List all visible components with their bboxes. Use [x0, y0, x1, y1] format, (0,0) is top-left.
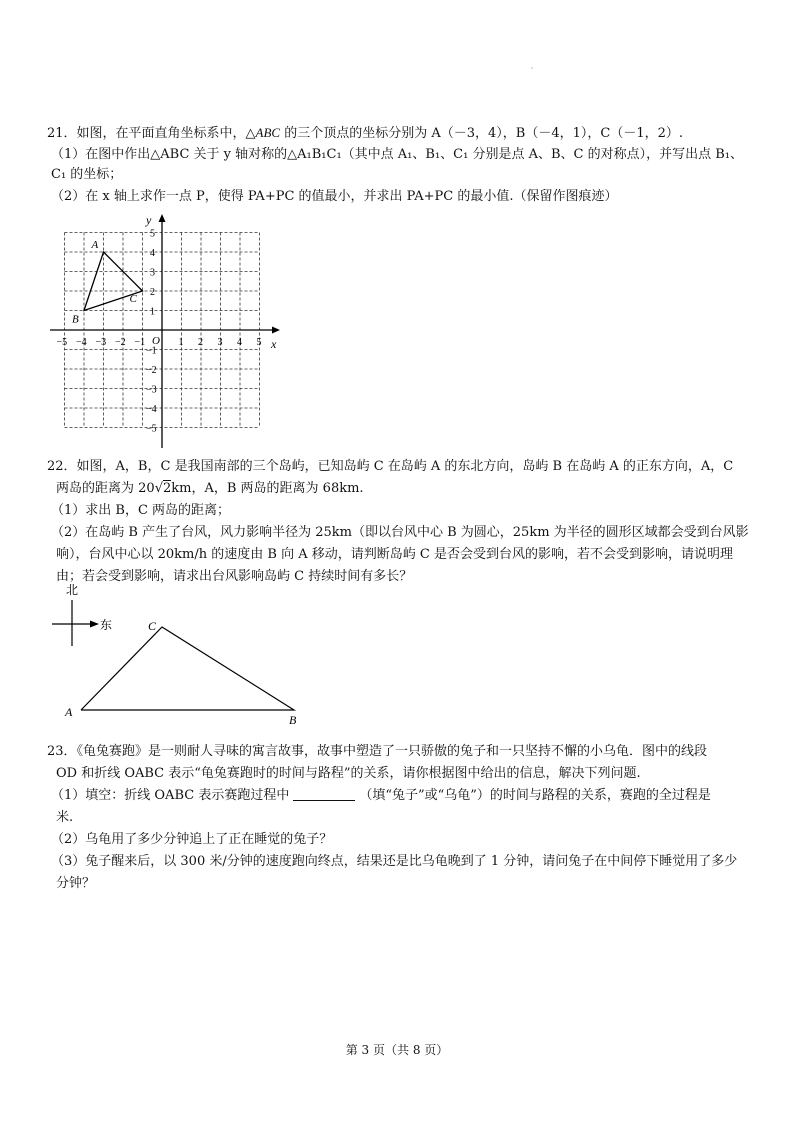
tick-labels: [57, 229, 262, 435]
origin-label: O: [152, 335, 160, 347]
point-b-label: B: [289, 713, 297, 727]
q23-line-6: （3）兔子醒来后，以 300 米/分钟的速度跑向终点，结果还是比乌龟晚到了 1 分钟，请问兔子在中间停下睡觉用了多少: [51, 854, 738, 869]
scan-speck: [531, 67, 533, 69]
east-label: 东: [100, 618, 113, 632]
y-tick-label: 2: [150, 287, 155, 298]
q22-line-3: （1）求出 B，C 两岛的距离；: [51, 503, 231, 518]
x-tick-label: 2: [198, 337, 203, 348]
q22-line-6: 由；若会受到影响，请求出台风影响岛屿 C 持续时间有多长？: [56, 569, 413, 584]
x-tick-label: −1: [134, 337, 146, 348]
q23-line-1: 23．《龟兔赛跑》是一则耐人寻味的寓言故事，故事中塑造了一只骄傲的兔子和一只坚持不懈的小乌龟．图中的线段: [47, 744, 708, 759]
x-tick-label: 1: [178, 337, 184, 348]
q23-line-3: （1）填空：折线 OABC 表示赛跑过程中 （填“兔子”或“乌龟”）的时间与路程的关系，赛跑的全过程是: [51, 788, 711, 803]
y-tick-label: −1: [146, 345, 157, 357]
east-arrow: [90, 621, 99, 628]
q22-line-2: 两岛的距离为 20√2km，A，B 两岛的距离为 68km.: [56, 481, 364, 496]
x-tick-label: −2: [115, 337, 126, 348]
x-tick-label: −4: [76, 337, 87, 348]
x-tick-label: 3: [217, 337, 223, 348]
north-label: 北: [66, 583, 79, 597]
x-axis-label: x: [271, 337, 277, 351]
q22-line-4: （2）在岛屿 B 产生了台风，风力影响半径为 25km（即以台风中心 B 为圆心，25km 为半径的圆形区域都会受到台风影: [51, 525, 749, 540]
q21-line-4: （2）在 x 轴上求作一点 P，使得 PA+PC 的值最小，并求出 PA+PC 的最小值.（保留作图痕迹）: [51, 189, 618, 204]
x-tick-label: −5: [56, 337, 68, 348]
y-tick-label: −3: [146, 384, 157, 396]
x-axis-arrow: [272, 327, 280, 334]
vertex-label-c: C: [129, 293, 137, 305]
point-c-label: C: [148, 619, 157, 633]
y-tick-label: −2: [146, 365, 157, 376]
point-a-label: A: [65, 705, 73, 719]
triangle-acb: [81, 627, 294, 710]
q23-line-5: （2）乌龟用了多少分钟追上了正在睡觉的兔子？: [51, 832, 333, 847]
y-tick-label: −4: [146, 404, 157, 415]
q22-island-diagram: [50, 578, 310, 730]
x-tick-label: −3: [95, 337, 107, 348]
sqrt-symbol: √: [154, 481, 163, 496]
q22-line-1: 22．如图，A，B，C 是我国南部的三个岛屿，已知岛屿 C 在岛屿 A 的东北方向，岛屿 B 在岛屿 A 的正东方向，A，C: [47, 459, 734, 474]
y-tick-label: 3: [150, 267, 155, 279]
q23-line-2: OD 和折线 OABC 表示“龟兔赛跑时的时间与路程”的关系，请你根据图中给出的信息，解决下列问题.: [56, 766, 641, 781]
y-tick-label: 4: [150, 248, 155, 259]
q21-coordinate-grid: [40, 208, 290, 453]
y-tick-label: 5: [150, 228, 155, 240]
y-tick-label: −5: [146, 423, 157, 435]
q23-line-4: 米.: [56, 810, 74, 825]
y-tick-label: 1: [150, 306, 155, 318]
q21-line-2: （1）在图中作出△ABC 关于 y 轴对称的△A₁B₁C₁（其中点 A₁、B₁、C₁ 分别是点 A、B、C 的对称点），并写出点 B₁、: [51, 147, 743, 162]
q23-line-7: 分钟？: [56, 876, 96, 891]
page-footer: 第 3 页（共 8 页）: [345, 1043, 449, 1057]
y-axis-arrow: [159, 214, 166, 222]
q21-line-1: 21．如图，在平面直角坐标系中，△ABC 的三个顶点的坐标分别为 A（－3，4），B（－4，1），C（－1，2）.: [47, 125, 684, 141]
sqrt-radicand: 2: [162, 481, 172, 496]
vertex-label-b: B: [72, 313, 79, 326]
q22-line-5: 响），台风中心以 20km/h 的速度由 B 向 A 移动，请判断岛屿 C 是否会受到台风的影响，若不会受到影响，请说明理: [56, 547, 733, 562]
y-axis-label: y: [146, 213, 152, 227]
vertex-label-a: A: [91, 239, 99, 251]
x-tick-label: 5: [256, 337, 262, 348]
x-tick-label: 4: [237, 337, 242, 348]
answer-blank[interactable]: [293, 788, 355, 801]
q21-line-3: C₁ 的坐标；: [51, 167, 123, 182]
